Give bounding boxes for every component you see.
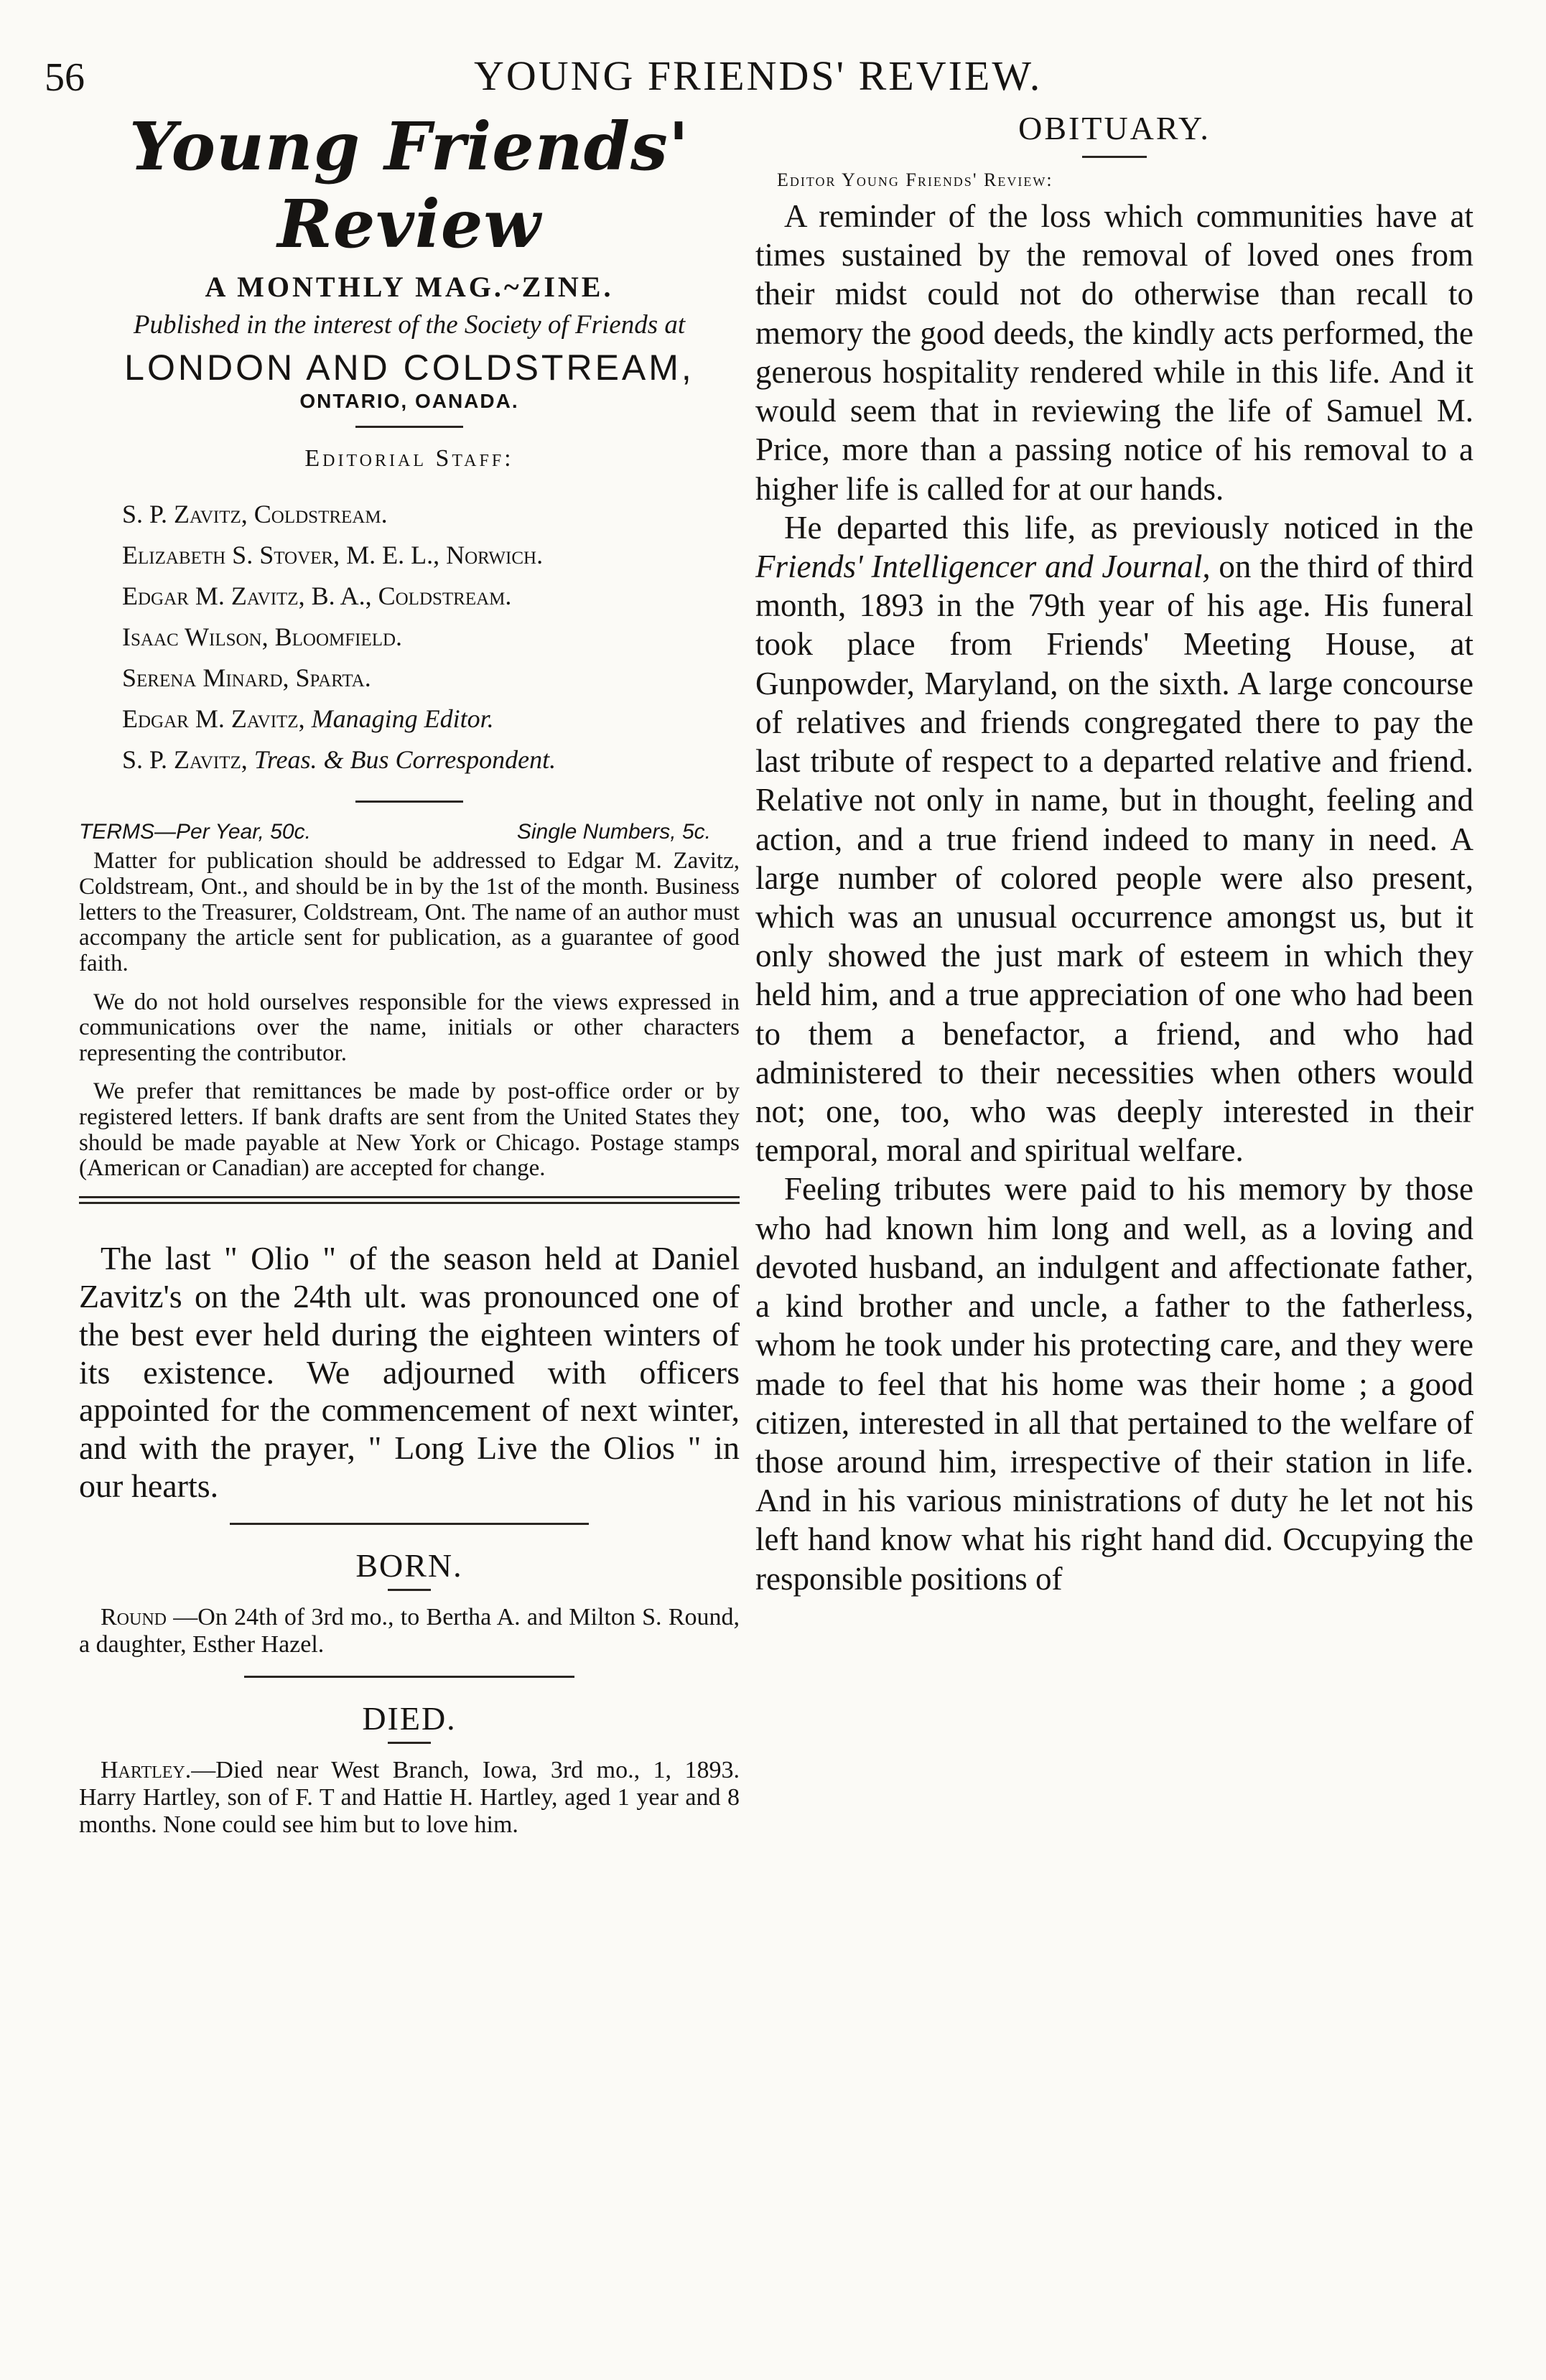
staff-name: S. P. Zavitz, [122, 745, 248, 775]
staff-name: S. P. Zavitz, Coldstream. [122, 500, 388, 529]
death-surname: Hartley [101, 1757, 185, 1784]
staff-entry [122, 617, 740, 658]
olio-paragraph: The last " Olio " of the season held at Daniel Zavitz's on the 24th ult. was pronounced one of the best ever held during the eighteen winters of its existence. We adjourned with officers appointed for the commencement of next winter, and with the prayer, " Long Live the Olios " in our hearts. [79, 1239, 740, 1505]
masthead-title: Young Friends' Review [129, 108, 689, 263]
obituary-paragraph-3: Feeling tributes were paid to his memory by those who had known him long and well, as a loving and devoted husband, an indulgent and affectionate father, a kind brother and uncle, a father to the fatherless, whom he took under his protecting care, and they were made to feel that his home was their home ; a good citizen, interested in all that pertained to the welfare of those around him, irrespective of their station in life. And in his various ministrations of duty he let not his left hand know what his right hand did. Occupying the responsible positions of [755, 1171, 1473, 1597]
left-column [79, 108, 740, 1839]
masthead-subtitle: A MONTHLY MAG.~ZINE. [205, 271, 614, 303]
p2-after: on the third of third month, 1893 in the 79th year of his age. His funeral took place from Friends' Meeting House, at Gunpowder, Maryland, on the sixth. A large concourse of relatives and friends congregated there to pay the last tribute of respect to a departed relative and friend. Relative not only in name, but in thought, feeling and action, and a true friend indeed to many in need. A large number of colored people were also present, which was an unusual occurrence amongst us, but it only showed the just mark of esteem in which they held him, and a true appreciation of one who had been to them a benefactor, a friend, and who had administered to their necessities when others would not; one, too, who was deeply interested in their temporal, moral and spiritual welfare. [755, 548, 1474, 1169]
notice-remittances: We prefer that remittances be made by post-office order or by registered letters. If bank drafts are sent from the United States they should be made payable at New York or Chicago. Postage stamps (American or Canadian) are accepted for change. [79, 1078, 740, 1182]
birth-notice [79, 1604, 740, 1658]
staff-name: Edgar M. Zavitz, [122, 704, 305, 734]
divider [1082, 156, 1147, 158]
staff-entry [122, 739, 740, 780]
birth-text: —On 24th of 3rd mo., to Bertha A. and Milton S. Round, a daughter, Esther Hazel. [79, 1604, 740, 1658]
editorial-staff-heading: Editorial Staff: [304, 445, 514, 472]
notice-submission: Matter for publication should be addressed to Edgar M. Zavitz, Coldstream, Ont., and should be in by the 1st of the month. Business letters to the Treasurer, Coldstream, Ont. The name of an author must accompany the article sent for publication, as a guarantee of good faith. [79, 848, 740, 976]
p2-publication-title: Friends' Intelligencer and Journal, [755, 548, 1211, 584]
place-line-2: ONTARIO, OANADA. [299, 390, 519, 413]
divider [355, 426, 463, 428]
died-heading: DIED. [362, 1700, 457, 1737]
p2-before: He departed this life, as previously noticed in the [784, 509, 1473, 546]
divider [388, 1589, 431, 1591]
right-column [755, 108, 1473, 1598]
obituary-paragraph-1: A reminder of the loss which communities have at times sustained by the removal of loved ones from their midst could not do otherwise than recall to memory the good deeds, the kindly acts performed, the generous hospitality rendered while in this life. And it would seem that in reviewing the life of Samuel M. Price, more than a passing notice of his removal to a higher life is called for at our hands. [755, 198, 1473, 507]
staff-entry [122, 658, 740, 699]
divider [355, 801, 463, 803]
page-number: 56 [45, 55, 85, 100]
staff-role: Managing Editor. [311, 704, 494, 734]
editorial-staff-list [79, 494, 740, 780]
staff-entry [122, 699, 740, 739]
staff-role: Treas. & Bus Correspondent. [253, 745, 557, 775]
divider [244, 1676, 574, 1678]
published-in: Published in the interest of the Society of Friends at [133, 310, 686, 340]
staff-entry [122, 494, 740, 535]
staff-entry [122, 535, 740, 576]
birth-surname: Round [101, 1604, 167, 1631]
editor-salutation: Editor Young Friends' Review: [777, 169, 1053, 190]
double-divider [79, 1196, 740, 1204]
place-line-1: LONDON AND COLDSTREAM, [124, 347, 694, 388]
death-text: .—Died near West Branch, Iowa, 3rd mo., 1, 1893. Harry Hartley, son of F. T and Hattie H. Hartley, aged 1 year and 8 months. None could see him but to love him. [79, 1757, 740, 1839]
notice-responsibility: We do not hold ourselves responsible for the views expressed in communications over the name, initials or other characters representing the contributor. [79, 989, 740, 1066]
terms-per-year: TERMS—Per Year, 50c. [79, 820, 311, 844]
staff-name: Elizabeth S. Stover, M. E. L., Norwich. [122, 541, 544, 570]
terms-single: Single Numbers, 5c. [516, 820, 711, 844]
running-title: YOUNG FRIENDS' REVIEW. [474, 52, 1043, 99]
staff-entry [122, 576, 740, 617]
obituary-paragraph-2 [755, 508, 1473, 1170]
divider [388, 1742, 431, 1744]
terms-line [79, 820, 740, 844]
obituary-heading: OBITUARY. [1018, 110, 1211, 146]
born-heading: BORN. [355, 1547, 463, 1585]
divider [230, 1523, 589, 1525]
staff-name: Serena Minard, Sparta. [122, 663, 371, 693]
staff-name: Edgar M. Zavitz, B. A., Coldstream. [122, 582, 512, 611]
death-notice [79, 1757, 740, 1839]
staff-name: Isaac Wilson, Bloomfield. [122, 622, 403, 652]
